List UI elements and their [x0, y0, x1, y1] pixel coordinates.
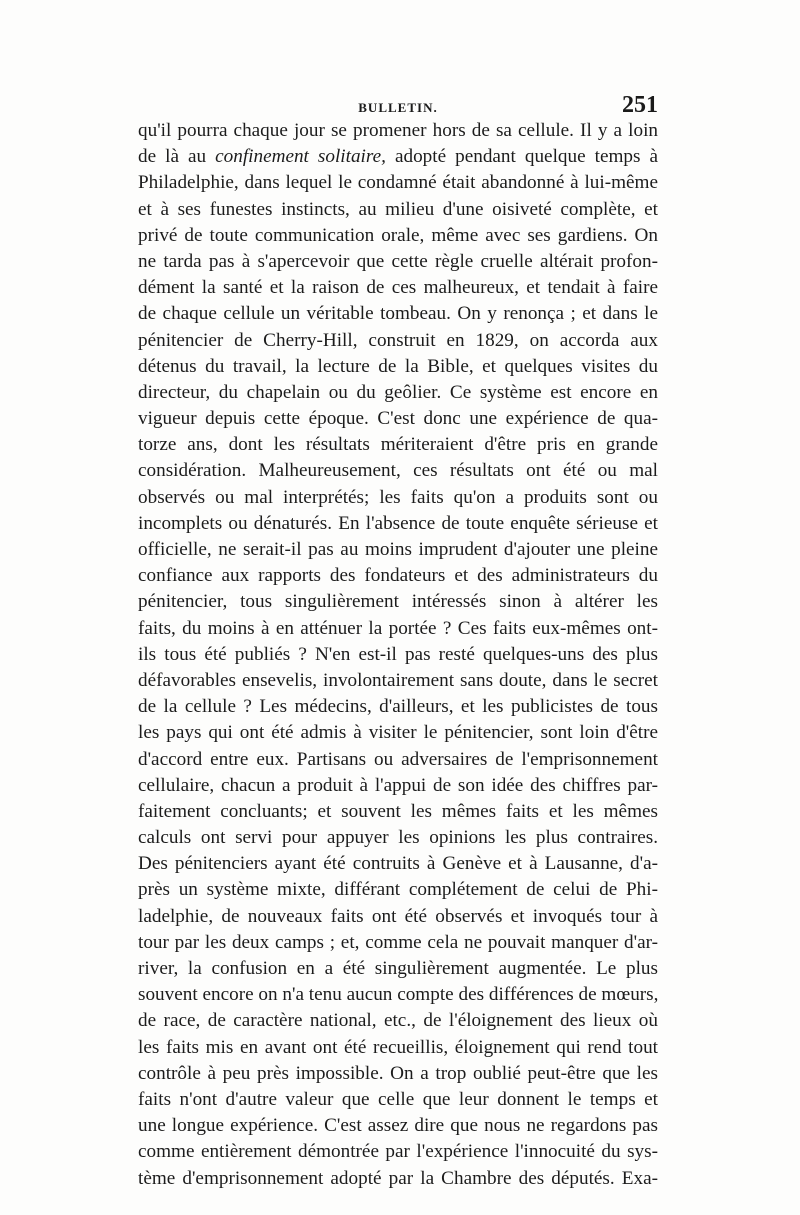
page-number: 251: [622, 92, 658, 118]
text-line: d'accord entre eux. Partisans ou adversaires de l'emprisonnement: [138, 748, 658, 770]
text-line: défavorables ensevelis, involontairement sans doute, dans le secret: [138, 669, 658, 691]
text-line: ladelphie, de nouveaux faits ont été observés et invoqués tour à: [138, 905, 658, 927]
text-line: une longue expérience. C'est assez dire que nous ne regardons pas: [138, 1115, 658, 1137]
text-line: faits, du moins à en atténuer la portée ? Ces faits eux-mêmes ont-: [138, 617, 658, 639]
text-line: cellulaire, chacun a produit à l'appui de son idée des chiffres par-: [138, 774, 658, 796]
text-line: ils tous été publiés ? N'en est-il pas resté quelques-uns des plus: [138, 643, 658, 665]
text-line: contrôle à peu près impossible. On a trop oublié peut-être que les: [138, 1062, 658, 1084]
italic-term: confinement solitaire,: [215, 146, 386, 168]
text-line: près un système mixte, différant complétement de celui de Phi-: [138, 879, 658, 901]
text-line: les pays qui ont été admis à visiter le pénitencier, sont loin d'être: [138, 722, 658, 744]
text-line: pénitencier, tous singulièrement intéressés sinon à altérer les: [138, 591, 658, 613]
text-line: ne tarda pas à s'apercevoir que cette règle cruelle altérait profon-: [138, 250, 658, 272]
text-line: torze ans, dont les résultats mériteraient d'être pris en grande: [138, 434, 658, 456]
running-head: [138, 92, 658, 120]
text-line: tour par les deux camps ; et, comme cela ne pouvait manquer d'ar-: [138, 931, 658, 953]
text-line: faits n'ont d'autre valeur que celle que leur donnent le temps et: [138, 1088, 658, 1110]
text-line: qu'il pourra chaque jour se promener hors de sa cellule. Il y a loin: [138, 120, 658, 141]
text-line: directeur, du chapelain ou du geôlier. Ce système est encore en: [138, 381, 658, 403]
text-line: comme entièrement démontrée par l'expérience l'innocuité du sys-: [138, 1141, 658, 1163]
text-line: souvent encore on n'a tenu aucun compte des différences de mœurs,: [138, 984, 659, 1006]
text-line: officielle, ne serait-il pas au moins imprudent d'ajouter une pleine: [138, 539, 658, 560]
text-line: Philadelphie, dans lequel le condamné était abandonné à lui-même: [138, 172, 658, 194]
body-text: [138, 118, 658, 1192]
text-line: calculs ont servi pour appuyer les opinions les plus contraires.: [138, 827, 658, 849]
text-line: privé de toute communication orale, même avec ses gardiens. On: [138, 224, 658, 246]
text-line: les faits mis en avant ont été recueillis, éloignement qui rend tout: [138, 1036, 658, 1058]
text-line: de chaque cellule un véritable tombeau. On y renonça ; et dans le: [138, 303, 658, 325]
text-fragment: de là au: [138, 146, 216, 168]
text-line: considération. Malheureusement, ces résultats ont été ou mal: [138, 460, 658, 482]
text-line: confiance aux rapports des fondateurs et des administrateurs du: [138, 565, 658, 587]
running-title: BULLETIN.: [358, 100, 438, 115]
text-line: river, la confusion en a été singulièrement augmentée. Le plus: [138, 958, 658, 979]
text-line: de race, de caractère national, etc., de l'éloignement des lieux où: [138, 1010, 658, 1032]
text-line: détenus du travail, la lecture de la Bible, et quelques visites du: [138, 355, 658, 377]
text-line: [138, 144, 658, 170]
text-line: tème d'emprisonnement adopté par la Chambre des députés. Exa-: [138, 1167, 658, 1189]
text-fragment: adopté pendant quelque temps à: [385, 146, 658, 168]
text-line: observés ou mal interprétés; les faits qu'on a produits sont ou: [138, 486, 658, 508]
text-line: vigueur depuis cette époque. C'est donc une expérience de qua-: [138, 408, 658, 430]
text-line: faitement concluants; et souvent les mêmes faits et les mêmes: [138, 800, 658, 822]
text-line: pénitencier de Cherry-Hill, construit en 1829, on accorda aux: [138, 329, 658, 351]
text-line: de la cellule ? Les médecins, d'ailleurs, et les publicistes de tous: [138, 696, 658, 718]
text-line: incomplets ou dénaturés. En l'absence de toute enquête sérieuse et: [138, 512, 658, 534]
text-line: dément la santé et la raison de ces malheureux, et tendait à faire: [138, 277, 658, 299]
text-line: et à ses funestes instincts, au milieu d'une oisiveté complète, et: [138, 198, 658, 220]
text-line: Des pénitenciers ayant été contruits à Genève et à Lausanne, d'a-: [138, 853, 658, 875]
